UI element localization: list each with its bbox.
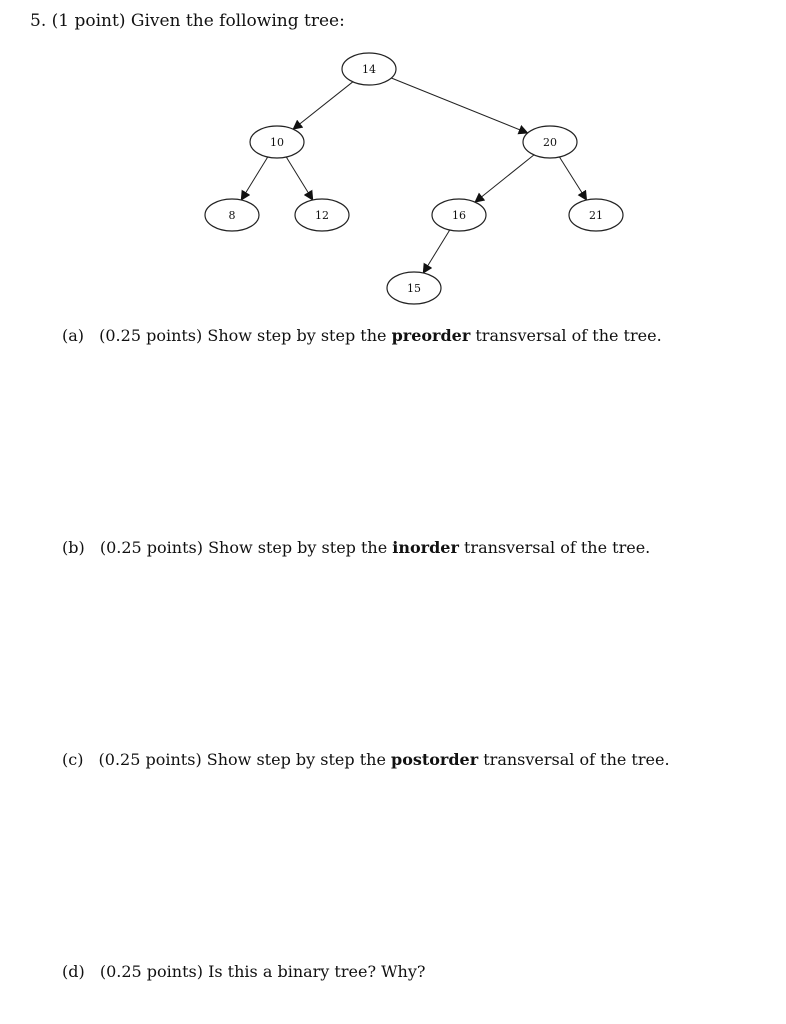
part-d-label: (d) [62,962,85,981]
part-a-label: (a) [62,326,85,345]
tree-edge-14-20 [391,78,527,133]
part-c-points: (0.25 points) [98,750,202,769]
tree-node-label: 14 [362,63,376,76]
tree-node-16 [432,199,486,231]
tree-node-label: 20 [543,136,557,149]
tree-nodes [205,53,623,304]
part-a-keyword: preorder [391,326,471,345]
tree-node-label: 21 [589,209,603,222]
part-c-text-after: transversal of the tree. [483,750,670,769]
tree-node-label: 15 [407,282,421,295]
part-b-points: (0.25 points) [99,538,203,557]
tree-node-12 [295,199,349,231]
tree-node-label: 10 [270,136,284,149]
part-a [62,325,662,347]
part-b-keyword: inorder [392,538,459,557]
tree-node-8 [205,199,259,231]
tree-edges [241,78,586,273]
tree-node-label: 16 [452,209,466,222]
part-b [62,537,650,559]
tree-edge-20-21 [559,157,586,200]
question-points: (1 point) [51,11,126,31]
tree-node-15 [387,272,441,304]
part-b-text-before: Show step by step the [208,538,388,557]
part-a-text-after: transversal of the tree. [475,326,662,345]
tree-diagram [0,0,786,320]
question-prompt: Given the following tree: [130,11,345,31]
part-c [62,749,670,771]
part-c-keyword: postorder [391,750,479,769]
part-a-text-before: Show step by step the [207,326,387,345]
part-b-label: (b) [62,538,85,557]
question-number: 5. [30,11,47,31]
part-b-text-after: transversal of the tree. [463,538,651,557]
tree-node-10 [250,126,304,158]
part-a-points: (0.25 points) [99,326,203,345]
tree-edge-10-8 [241,157,267,200]
tree-node-20 [523,126,577,158]
part-d [62,961,425,983]
tree-node-21 [569,199,623,231]
tree-edge-20-16 [475,155,534,202]
tree-edge-14-10 [293,82,353,129]
tree-edge-16-15 [423,230,449,273]
part-d-text: Is this a binary tree? Why? [208,962,426,981]
tree-node-label: 8 [228,209,236,222]
tree-node-label: 12 [315,209,329,222]
part-c-label: (c) [62,750,84,769]
part-c-text-before: Show step by step the [206,750,386,769]
part-d-points: (0.25 points) [99,962,203,981]
tree-edge-10-12 [286,157,312,200]
tree-node-14 [342,53,396,85]
